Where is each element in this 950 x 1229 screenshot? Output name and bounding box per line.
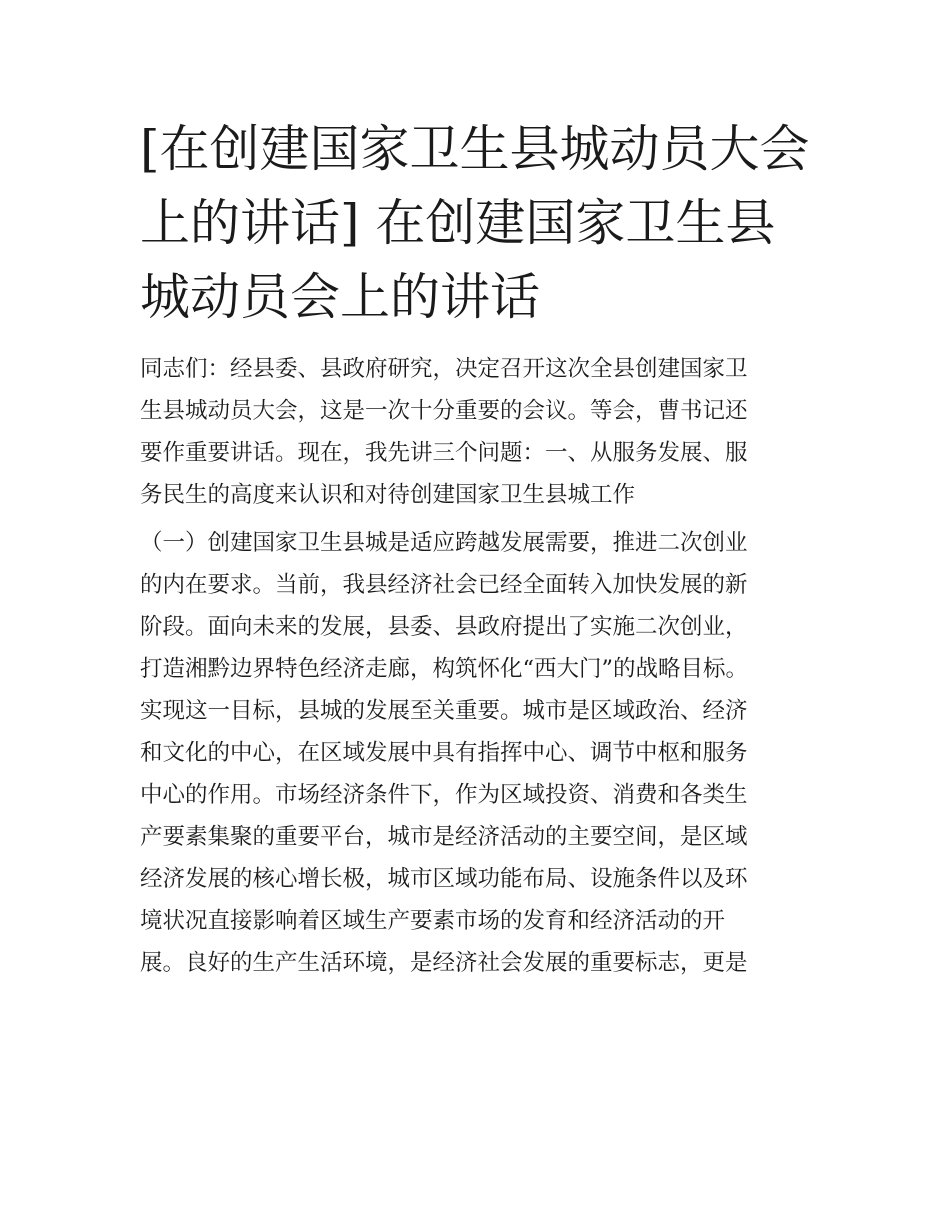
body-line: 要作重要讲话。现在，我先讲三个问题：一、从服务发展、服 xyxy=(140,440,748,466)
body-line: 阶段。面向未来的发展，县委、县政府提出了实施二次创业， xyxy=(140,614,748,640)
title-line: 城动员会上的讲话 xyxy=(140,268,540,326)
body-line: 打造湘黔边界特色经济走廊，构筑怀化“西大门”的战略目标。 xyxy=(140,656,749,682)
body-line: 境状况直接影响着区域生产要素市场的发育和经济活动的开 xyxy=(140,908,726,934)
title-line: 上的讲话] 在创建国家卫生县 xyxy=(140,194,776,252)
body-line: 和文化的中心，在区域发展中具有指挥中心、调节中枢和服务 xyxy=(140,740,748,766)
body-line: 生县城动员大会，这是一次十分重要的会议。等会，曹书记还 xyxy=(140,398,748,424)
body-line: 中心的作用。市场经济条件下，作为区域投资、消费和各类生 xyxy=(140,782,748,808)
document-page xyxy=(140,112,812,984)
body-line: （一）创建国家卫生县城是适应跨越发展需要，推进二次创业 xyxy=(140,530,748,556)
body-line: 经济发展的核心增长极，城市区域功能布局、设施条件以及环 xyxy=(140,866,748,892)
document-body xyxy=(140,348,812,984)
body-line: 同志们：经县委、县政府研究，决定召开这次全县创建国家卫 xyxy=(140,356,748,382)
body-line: 的内在要求。当前，我县经济社会已经全面转入加快发展的新 xyxy=(140,572,748,598)
body-line: 展。良好的生产生活环境，是经济社会发展的重要标志，更是 xyxy=(140,950,748,976)
title-line: [在创建国家卫生县城动员大会 xyxy=(140,120,810,178)
body-line: 实现这一目标，县城的发展至关重要。城市是区域政治、经济 xyxy=(140,698,748,724)
body-line: 产要素集聚的重要平台，城市是经济活动的主要空间，是区域 xyxy=(140,824,748,850)
document-title xyxy=(140,112,812,334)
paragraph-intro xyxy=(140,348,812,516)
paragraph-section-1 xyxy=(140,522,812,984)
body-line: 务民生的高度来认识和对待创建国家卫生县城工作 xyxy=(140,482,636,508)
